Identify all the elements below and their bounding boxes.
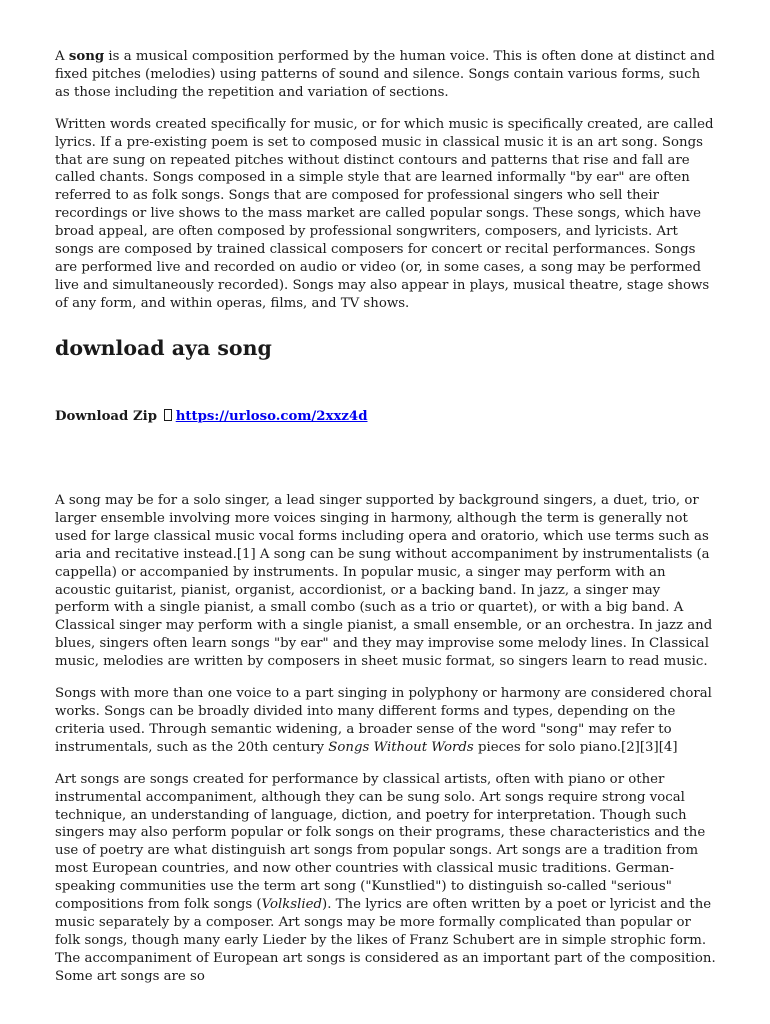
intro-prefix: A: [55, 49, 69, 64]
lyrics-paragraph: Written words created specifically for music, or for which music is specifically created, are called lyrics. If a pre-existing poem is set to composed music in classical music it is an art song. Songs that are sung on repeated pitches without distinct contours and patterns that rise and fall are called chants. Songs composed in a simple style that are learned informally "by ear" are often referred to as folk songs. Songs that are composed for professional singers who sell their recordings or live shows to the mass market are called popular songs. These songs, which have broad appeal, are often composed by professional songwriters, composers, and lyricists. Art songs are composed by trained classical composers for concert or recital performances. Songs are performed live and recorded on audio or video (or, in some cases, a song may be performed live and simultaneously recorded). Songs may also appear in plays, musical theatre, stage shows of any form, and within operas, films, and TV shows.: [55, 116, 714, 311]
choral-paragraph: [55, 685, 716, 757]
choral-text-b: pieces for solo piano.[2][3][4]: [473, 739, 678, 755]
ensemble-paragraph: A song may be for a solo singer, a lead singer supported by background singers, a duet, trio, or larger ensemble involving more voices singing in harmony, although the term is generally not used for large classical music vocal forms including opera and oratorio, which use terms such as aria and recitative instead.[1] A song can be sung without accompaniment by instrumentalists (a cappella) or accompanied by instruments. In popular music, a singer may perform with an acoustic guitarist, pianist, organist, accordionist, or a backing band. In jazz, a singer may perform with a single pianist, a small combo (such as a trio or quartet), or with a big band. A Classical singer may perform with a single pianist, a small ensemble, or an orchestra. In jazz and blues, singers often learn songs "by ear" and they may improvise some melody lines. In Classical music, melodies are written by composers in sheet music format, so singers learn to read music.: [55, 493, 713, 670]
intro-rest: is a musical composition performed by the human voice. This is often done at distinct and fixed pitches (melodies) using patterns of sound and silence. Songs contain various forms, such as those including the repetition and variation of sections.: [55, 49, 715, 100]
article: [55, 48, 716, 984]
choral-text-a: Songs with more than one voice to a part singing in polyphony or harmony are considered choral works. Songs can be broadly divided into many different forms and types, depending on the criteria used. Through semantic widening, a broader sense of the word "song" may refer to instrumentals, such as the 20th century: [55, 686, 712, 755]
song-term: song: [68, 49, 105, 64]
download-line: [55, 408, 368, 426]
page-heading: download aya song: [55, 336, 272, 360]
songs-without-words-title: Songs Without Words: [328, 739, 474, 755]
download-link[interactable]: https://urloso.com/2xxz4d: [175, 409, 368, 424]
art-songs-text-b: ). The lyrics are often written by a poet or lyricist and the music separately by a composer. Art songs may be more formally complicated than popular or folk songs, though many early Lieder by the likes of Franz Schubert are in simple strophic form. The accompaniment of European art songs is considered as an important part of the composition. Some art songs are so: [55, 897, 716, 984]
art-songs-text-a: Art songs are songs created for performance by classical artists, often with piano or other instrumental accompaniment, although they can be sung solo. Art songs require strong vocal technique, an understanding of language, diction, and poetry for interpretation. Though such singers may also perform popular or folk songs on their programs, these characteristics and the use of poetry are what distinguish art songs from popular songs. Art songs are a tradition from most European countries, and now other countries with classical music traditions. German-speaking communities use the term art song ("Kunstlied") to distinguish so-called "serious" compositions from folk songs (: [55, 771, 706, 913]
art-songs-paragraph: [55, 771, 716, 986]
box-glyph-icon: [164, 409, 172, 421]
volkslied-term: Volkslied: [261, 897, 323, 913]
download-label: Download Zip: [55, 409, 158, 424]
intro-paragraph: [55, 48, 716, 102]
article-body: [55, 492, 716, 1000]
